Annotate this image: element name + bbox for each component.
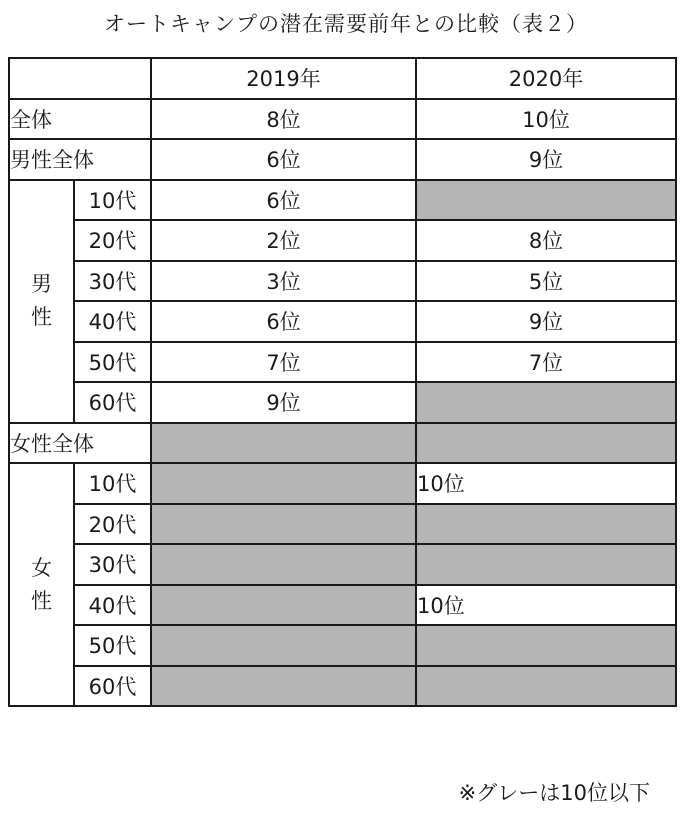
cell-female-50s-2019 bbox=[151, 625, 416, 666]
cell-overall-2019: 8位 bbox=[151, 99, 416, 140]
age-label: 20代 bbox=[74, 220, 151, 261]
cell-male-30s-2020: 5位 bbox=[416, 261, 676, 302]
table-row-male-20s bbox=[9, 220, 676, 261]
header-corner-cell bbox=[9, 58, 151, 99]
table-row-male-40s bbox=[9, 301, 676, 342]
age-label: 20代 bbox=[74, 504, 151, 545]
table-row-female-30s bbox=[9, 544, 676, 585]
male-label-top: 男 bbox=[31, 272, 52, 297]
table-row-overall bbox=[9, 99, 676, 140]
table-row-male-60s bbox=[9, 382, 676, 423]
header-2020: 2020年 bbox=[416, 58, 676, 99]
table-row-male-total bbox=[9, 139, 676, 180]
cell-female-30s-2020 bbox=[416, 544, 676, 585]
header-row bbox=[9, 58, 676, 99]
table-row-male-30s bbox=[9, 261, 676, 302]
age-label: 50代 bbox=[74, 625, 151, 666]
table-row-female-10s bbox=[9, 463, 676, 504]
cell-male-20s-2020: 8位 bbox=[416, 220, 676, 261]
cell-female-60s-2019 bbox=[151, 666, 416, 707]
cell-female-10s-2019 bbox=[151, 463, 416, 504]
row-label-overall: 全体 bbox=[9, 99, 151, 140]
table-row-female-20s bbox=[9, 504, 676, 545]
table-title: オートキャンプの潜在需要前年との比較（表２） bbox=[104, 12, 588, 36]
header-2019: 2019年 bbox=[151, 58, 416, 99]
cell-male-total-2019: 6位 bbox=[151, 139, 416, 180]
cell-male-10s-2020 bbox=[416, 180, 676, 221]
cell-male-30s-2019: 3位 bbox=[151, 261, 416, 302]
male-group-label bbox=[9, 180, 74, 423]
cell-female-20s-2019 bbox=[151, 504, 416, 545]
cell-female-30s-2019 bbox=[151, 544, 416, 585]
age-label: 60代 bbox=[74, 666, 151, 707]
cell-male-50s-2020: 7位 bbox=[416, 342, 676, 383]
cell-female-60s-2020 bbox=[416, 666, 676, 707]
cell-female-10s-2020: 10位 bbox=[416, 463, 676, 504]
age-label: 40代 bbox=[74, 585, 151, 626]
cell-female-total-2019 bbox=[151, 423, 416, 464]
cell-male-60s-2019: 9位 bbox=[151, 382, 416, 423]
age-label: 30代 bbox=[74, 544, 151, 585]
age-label: 40代 bbox=[74, 301, 151, 342]
cell-male-40s-2019: 6位 bbox=[151, 301, 416, 342]
cell-overall-2020: 10位 bbox=[416, 99, 676, 140]
cell-male-10s-2019: 6位 bbox=[151, 180, 416, 221]
age-label: 10代 bbox=[74, 180, 151, 221]
cell-male-20s-2019: 2位 bbox=[151, 220, 416, 261]
age-label: 10代 bbox=[74, 463, 151, 504]
female-label-bottom: 性 bbox=[31, 588, 52, 613]
cell-female-total-2020 bbox=[416, 423, 676, 464]
ranking-table bbox=[8, 57, 677, 707]
table-row-female-total bbox=[9, 423, 676, 464]
cell-female-50s-2020 bbox=[416, 625, 676, 666]
row-label-male-total: 男性全体 bbox=[9, 139, 151, 180]
cell-male-50s-2019: 7位 bbox=[151, 342, 416, 383]
row-label-female-total: 女性全体 bbox=[9, 423, 151, 464]
cell-male-60s-2020 bbox=[416, 382, 676, 423]
age-label: 30代 bbox=[74, 261, 151, 302]
age-label: 50代 bbox=[74, 342, 151, 383]
footnote: ※グレーは10位以下 bbox=[458, 781, 650, 805]
table-row-female-60s bbox=[9, 666, 676, 707]
cell-female-40s-2020: 10位 bbox=[416, 585, 676, 626]
cell-male-40s-2020: 9位 bbox=[416, 301, 676, 342]
table-row-female-50s bbox=[9, 625, 676, 666]
cell-female-20s-2020 bbox=[416, 504, 676, 545]
cell-female-40s-2019 bbox=[151, 585, 416, 626]
table-row-male-10s bbox=[9, 180, 676, 221]
female-label-top: 女 bbox=[31, 555, 52, 580]
table-row-female-40s bbox=[9, 585, 676, 626]
table-row-male-50s bbox=[9, 342, 676, 383]
age-label: 60代 bbox=[74, 382, 151, 423]
male-label-bottom: 性 bbox=[31, 305, 52, 329]
cell-male-total-2020: 9位 bbox=[416, 139, 676, 180]
female-group-label bbox=[9, 463, 74, 706]
